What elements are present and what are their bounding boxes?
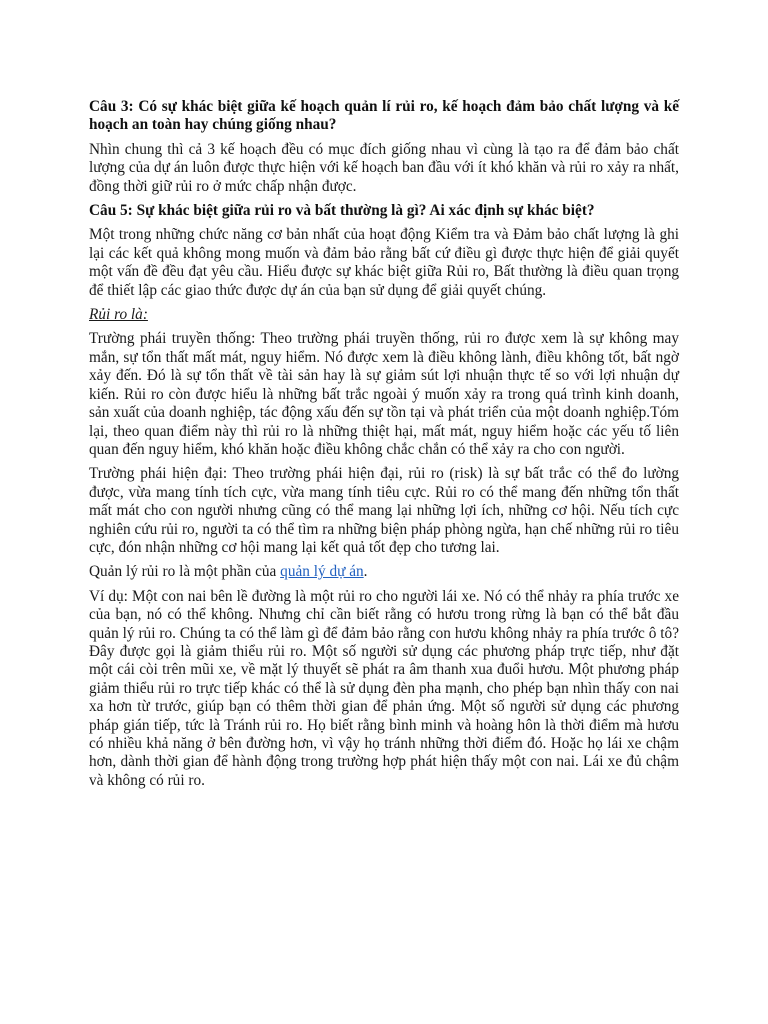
pm-suffix-text: .	[363, 563, 368, 581]
question-3-heading: Câu 3: Có sự khác biệt giữa kế hoạch quản lí rủi ro, kế hoạch đảm bảo chất lượng và kế hoạch an toàn hay chúng giống nhau?	[89, 98, 679, 134]
example-paragraph: Ví dụ: Một con nai bên lề đường là một rủi ro cho người lái xe. Nó có thể nhảy ra phía trước xe của bạn, nó có thể không. Nhưng chỉ cần biết rằng có hươu trong rừng là bạn có thể bắt đầu quản lý rủi ro. Chúng ta có thể làm gì để đảm bảo rằng con hươu không nhảy ra phía trước ô tô? Đây được gọi là giảm thiểu rủi ro. Một số người sử dụng các phương pháp trực tiếp, như đặt một cái còi trên mũi xe, về mặt lý thuyết sẽ phát ra âm thanh xua đuổi hươu. Một phương pháp giảm thiểu rủi ro trực tiếp khác có thể là sử dụng đèn pha mạnh, cho phép bạn nhìn thấy con nai xa hơn từ trước, giúp bạn có thêm thời gian để phản ứng. Một số người sử dụng các phương pháp gián tiếp, tức là Tránh rủi ro. Họ biết rằng bình minh và hoàng hôn là thời điểm mà hươu có nhiều khả năng ở bên đường hơn, vì vậy họ tránh những thời điểm đó. Hoặc họ lái xe chậm hơn, dành thời gian để hành động trong trường hợp phát hiện thấy một con nai. Lái xe đủ chậm và không có rủi ro.	[89, 587, 679, 789]
risk-definition-label	[89, 306, 679, 324]
project-management-paragraph	[89, 563, 679, 581]
question-5-intro: Một trong những chức năng cơ bản nhất của hoạt động Kiểm tra và Đảm bảo chất lượng là ghi lại các kết quả không mong muốn và đảm bảo rằng bất cứ điều gì được thực hiện để giải quyết một vấn đề đều đạt yêu cầu. Hiểu được sự khác biệt giữa Rủi ro, Bất thường là điều quan trọng để thiết lập các giao thức được dự án của bạn sử dụng để giải quyết chúng.	[89, 226, 679, 299]
question-5-heading: Câu 5: Sự khác biệt giữa rủi ro và bất thường là gì? Ai xác định sự khác biệt?	[89, 202, 595, 220]
traditional-school-paragraph: Trường phái truyền thống: Theo trường phái truyền thống, rủi ro được xem là sự không may mắn, sự tổn thất mất mát, nguy hiểm. Nó được xem là điều không lành, điều không tốt, bất ngờ xảy đến. Đó là sự tổn thất về tài sản hay là sự giảm sút lợi nhuận thực tế so với lợi nhuận dự kiến. Rủi ro còn được hiểu là những bất trắc ngoài ý muốn xảy ra trong quá trình kinh doanh, sản xuất của doanh nghiệp, tác động xấu đến sự tồn tại và phát triển của một doanh nghiệp.Tóm lại, theo quan điểm này thì rủi ro là những thiệt hại, mất mát, nguy hiểm hoặc các yếu tố liên quan đến nguy hiểm, khó khăn hoặc điều không chắc chắn có thể xảy ra cho con người.	[89, 330, 679, 458]
risk-label-text: Rủi ro là:	[89, 306, 148, 324]
pm-prefix-text: Quản lý rủi ro là một phần của	[89, 563, 281, 581]
project-management-link[interactable]: quản lý dự án	[280, 563, 364, 581]
question-3-answer: Nhìn chung thì cả 3 kế hoạch đều có mục đích giống nhau vì cùng là tạo ra để đảm bảo chất lượng của dự án luôn được thực hiện với kế hoạch ban đầu với ít khó khăn và rủi ro xảy ra nhất, đồng thời giữ rủi ro ở mức chấp nhận được.	[89, 140, 679, 195]
modern-school-paragraph: Trường phái hiện đại: Theo trường phái hiện đại, rủi ro (risk) là sự bất trắc có thể đo lường được, vừa mang tính tích cực, vừa mang tính tiêu cực. Rủi ro có thể mang đến những tổn thất mất mát cho con người nhưng cũng có thể mang lại những lợi ích, những cơ hội. Nếu tích cực nghiên cứu rủi ro, người ta có thể tìm ra những biện pháp phòng ngừa, hạn chế những rủi ro tiêu cực, đón nhận những cơ hội mang lại kết quả tốt đẹp cho tương lai.	[89, 465, 679, 556]
document-page	[89, 98, 679, 796]
